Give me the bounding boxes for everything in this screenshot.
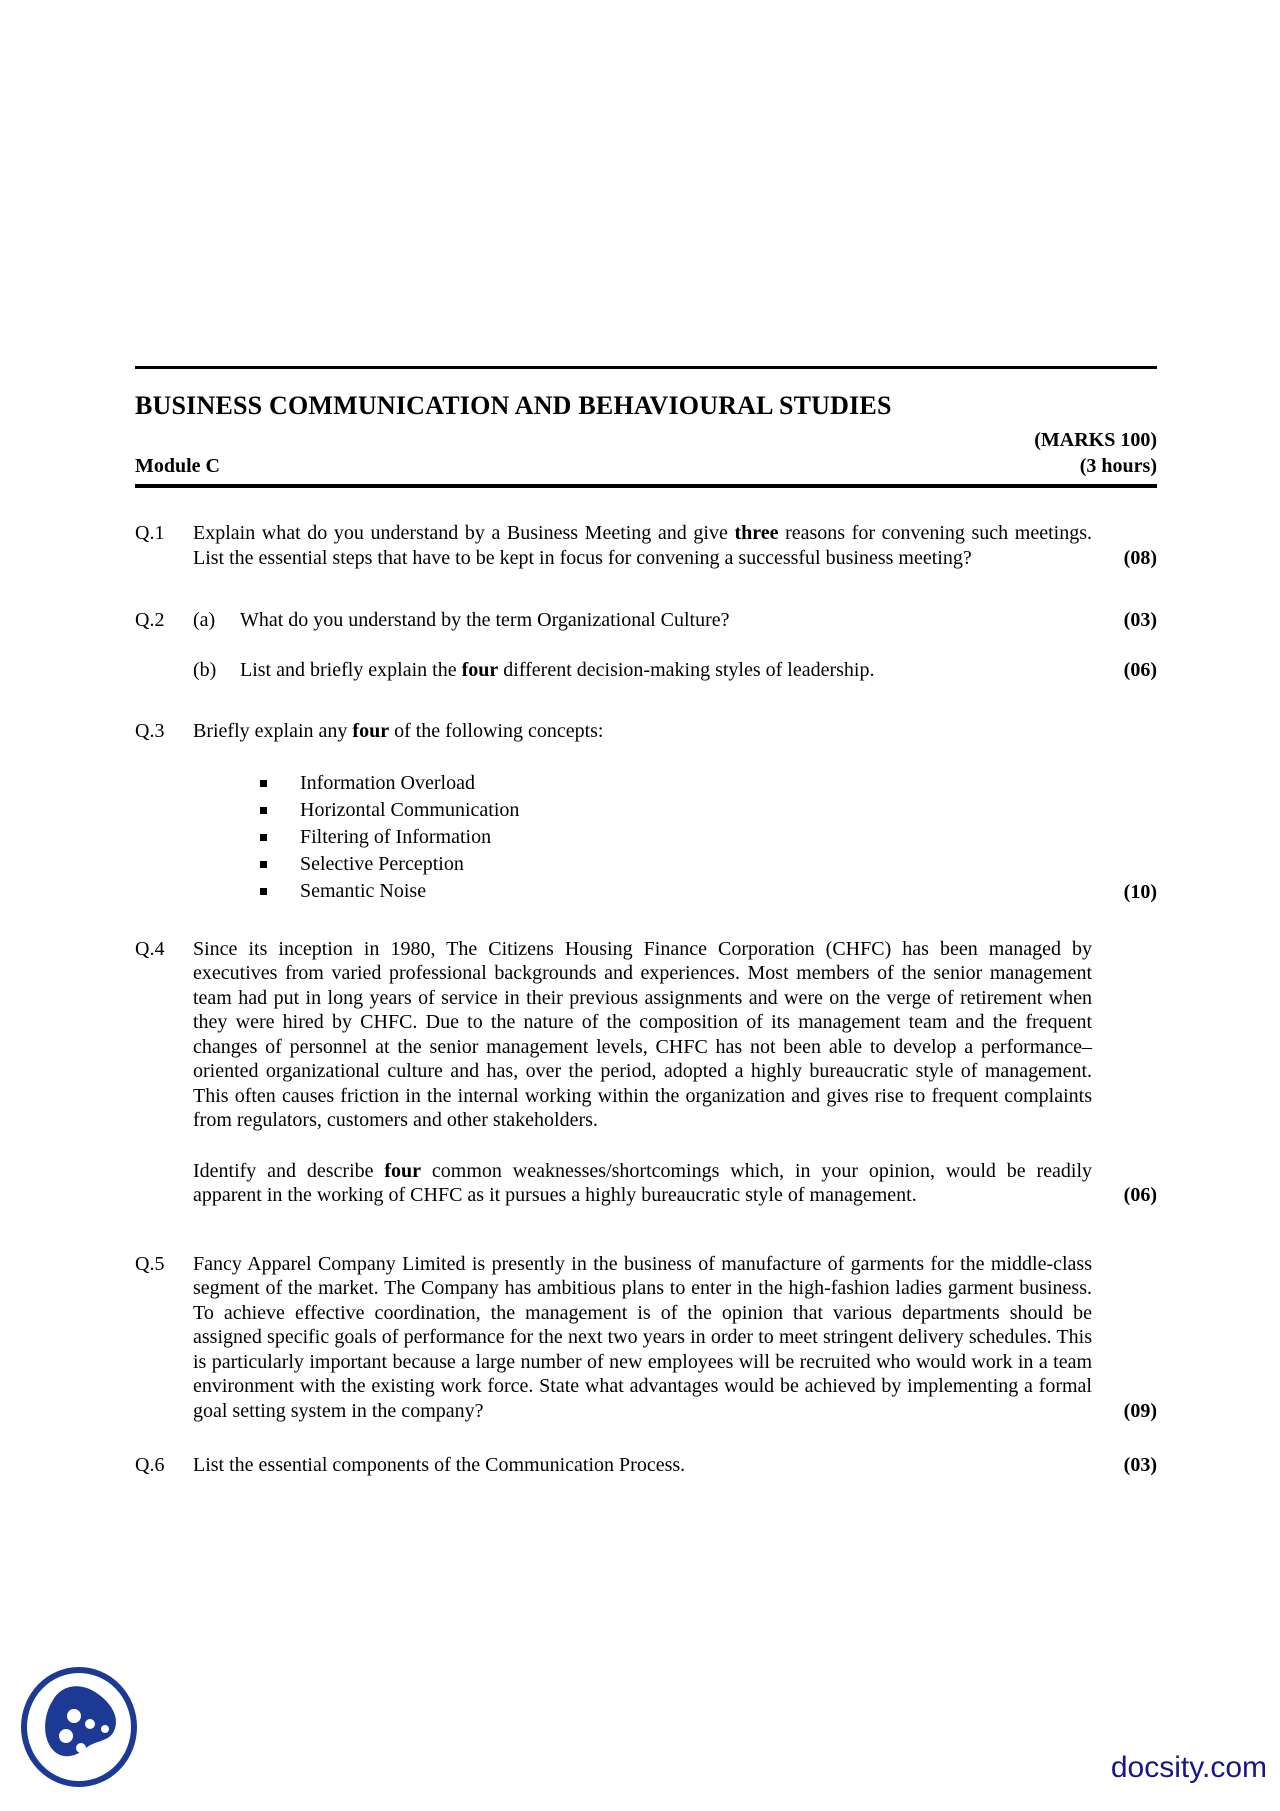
docsity-brand-link[interactable]: docsity.com bbox=[1110, 1751, 1267, 1784]
question-q3 bbox=[135, 719, 1157, 905]
bullet-text: Filtering of Information bbox=[300, 825, 492, 848]
bullet-text: Semantic Noise bbox=[300, 879, 427, 902]
list-item bbox=[260, 797, 1092, 824]
question-text-bold: four bbox=[384, 1159, 422, 1182]
question-text-bold: four bbox=[352, 720, 390, 742]
question-text: List the essential components of the Communication Process. bbox=[193, 1454, 686, 1476]
question-q2a bbox=[135, 608, 1157, 633]
bullet-square-icon bbox=[260, 780, 267, 787]
question-number: Q.6 bbox=[135, 1454, 165, 1476]
subpart-label: (b) bbox=[193, 658, 217, 681]
question-text-segment: reasons for convening such meetings. List the essential steps that have to be kept in focus for convening a successful business meeting? bbox=[193, 522, 1092, 569]
question-q1 bbox=[135, 521, 1157, 570]
concepts-bullet-list bbox=[260, 770, 1092, 905]
question-text-bold: three bbox=[734, 522, 779, 544]
question-text-bold: four bbox=[461, 658, 499, 681]
question-intro bbox=[193, 719, 1092, 744]
question-marks: (10) bbox=[1123, 881, 1157, 903]
docsity-logo-icon bbox=[20, 1666, 138, 1788]
question-marks: (06) bbox=[1123, 658, 1157, 681]
question-text-segment: List and briefly explain the bbox=[240, 658, 462, 681]
question-q6 bbox=[135, 1453, 1157, 1478]
question-marks: (06) bbox=[1123, 1184, 1157, 1206]
question-text-segment: common weaknesses/shortcomings which, in your opinion, would be readily apparent in the working of CHFC as it pursues a highly bureaucratic style of management. bbox=[193, 1159, 1092, 1206]
question-number: Q.4 bbox=[135, 937, 165, 960]
list-item bbox=[260, 824, 1092, 851]
list-item bbox=[260, 878, 1092, 905]
question-q4 bbox=[135, 937, 1157, 1208]
page-content bbox=[135, 366, 1157, 1478]
question-marks: (08) bbox=[1123, 546, 1157, 569]
question-text bbox=[193, 719, 1092, 905]
question-text bbox=[193, 521, 1092, 570]
question-q2b bbox=[135, 658, 1157, 683]
bullet-square-icon bbox=[260, 834, 267, 841]
subpart-label: (a) bbox=[193, 609, 216, 631]
header-top-rule bbox=[135, 366, 1157, 369]
subpart-text bbox=[240, 658, 1092, 683]
question-marks: (03) bbox=[1123, 1454, 1157, 1476]
task-paragraph bbox=[193, 1159, 1092, 1208]
module-label: Module C bbox=[135, 455, 220, 477]
question-number bbox=[135, 658, 193, 683]
question-text bbox=[193, 937, 1092, 1208]
bullet-text: Selective Perception bbox=[300, 852, 464, 875]
subpart-text: What do you understand by the term Organizational Culture? bbox=[240, 609, 730, 631]
question-marks: (03) bbox=[1123, 609, 1157, 631]
question-number: Q.2 bbox=[135, 609, 165, 631]
questions-list bbox=[135, 521, 1157, 1478]
bullet-text: Horizontal Communication bbox=[300, 798, 520, 821]
question-number: Q.1 bbox=[135, 522, 165, 544]
bullet-square-icon bbox=[260, 861, 267, 868]
bullet-square-icon bbox=[260, 807, 267, 814]
total-marks: (MARKS 100) bbox=[1034, 429, 1157, 451]
question-q5 bbox=[135, 1252, 1157, 1424]
question-text bbox=[193, 658, 1092, 683]
bullet-text: Information Overload bbox=[300, 771, 475, 794]
question-text: Fancy Apparel Company Limited is presently in the business of manufacture of garments for the middle-class segment of the market. The Company has ambitious plans to enter in the high-fashion ladies garment business. To achieve effective coordination, the management is of the opinion that various departments should be assigned specific goals of performance for the next two years in order to meet stringent delivery schedules. This is particularly important because a large number of new employees will be recruited who would work in a team environment with the existing work force. State what advantages would be achieved by implementing a formal goal setting system in the company? bbox=[193, 1252, 1092, 1422]
question-text-segment: of the following concepts: bbox=[389, 720, 604, 742]
question-text-segment: Briefly explain any bbox=[193, 720, 353, 742]
case-paragraph: Since its inception in 1980, The Citizens Housing Finance Corporation (CHFC) has been managed by executives from varied professional backgrounds and experiences. Most members of the senior management team had put in long years of service in their previous assignments and were on the verge of retirement when they were hired by CHFC. Due to the nature of the composition of its management team and the frequent changes of personnel at the senior management levels, CHFC has not been able to develop a performance–oriented organizational culture and has, over the period, adopted a highly bureaucratic style of management. This often causes friction in the internal working within the organization and gives rise to frequent complaints from regulators, customers and other stakeholders. bbox=[193, 937, 1092, 1131]
list-item bbox=[260, 770, 1092, 797]
list-item bbox=[260, 851, 1092, 878]
page-title: BUSINESS COMMUNICATION AND BEHAVIOURAL STUDIES bbox=[135, 391, 892, 420]
question-text-segment: Identify and describe bbox=[193, 1159, 385, 1182]
question-number: Q.5 bbox=[135, 1252, 165, 1275]
duration-label: (3 hours) bbox=[1079, 455, 1157, 477]
question-text bbox=[193, 608, 1092, 633]
module-line bbox=[135, 454, 1157, 488]
question-number: Q.3 bbox=[135, 720, 165, 742]
bullet-square-icon bbox=[260, 888, 267, 895]
question-text-segment: different decision-making styles of leadership. bbox=[498, 658, 875, 681]
question-marks: (09) bbox=[1123, 1399, 1157, 1422]
question-text-segment: Explain what do you understand by a Business Meeting and give bbox=[193, 522, 735, 544]
